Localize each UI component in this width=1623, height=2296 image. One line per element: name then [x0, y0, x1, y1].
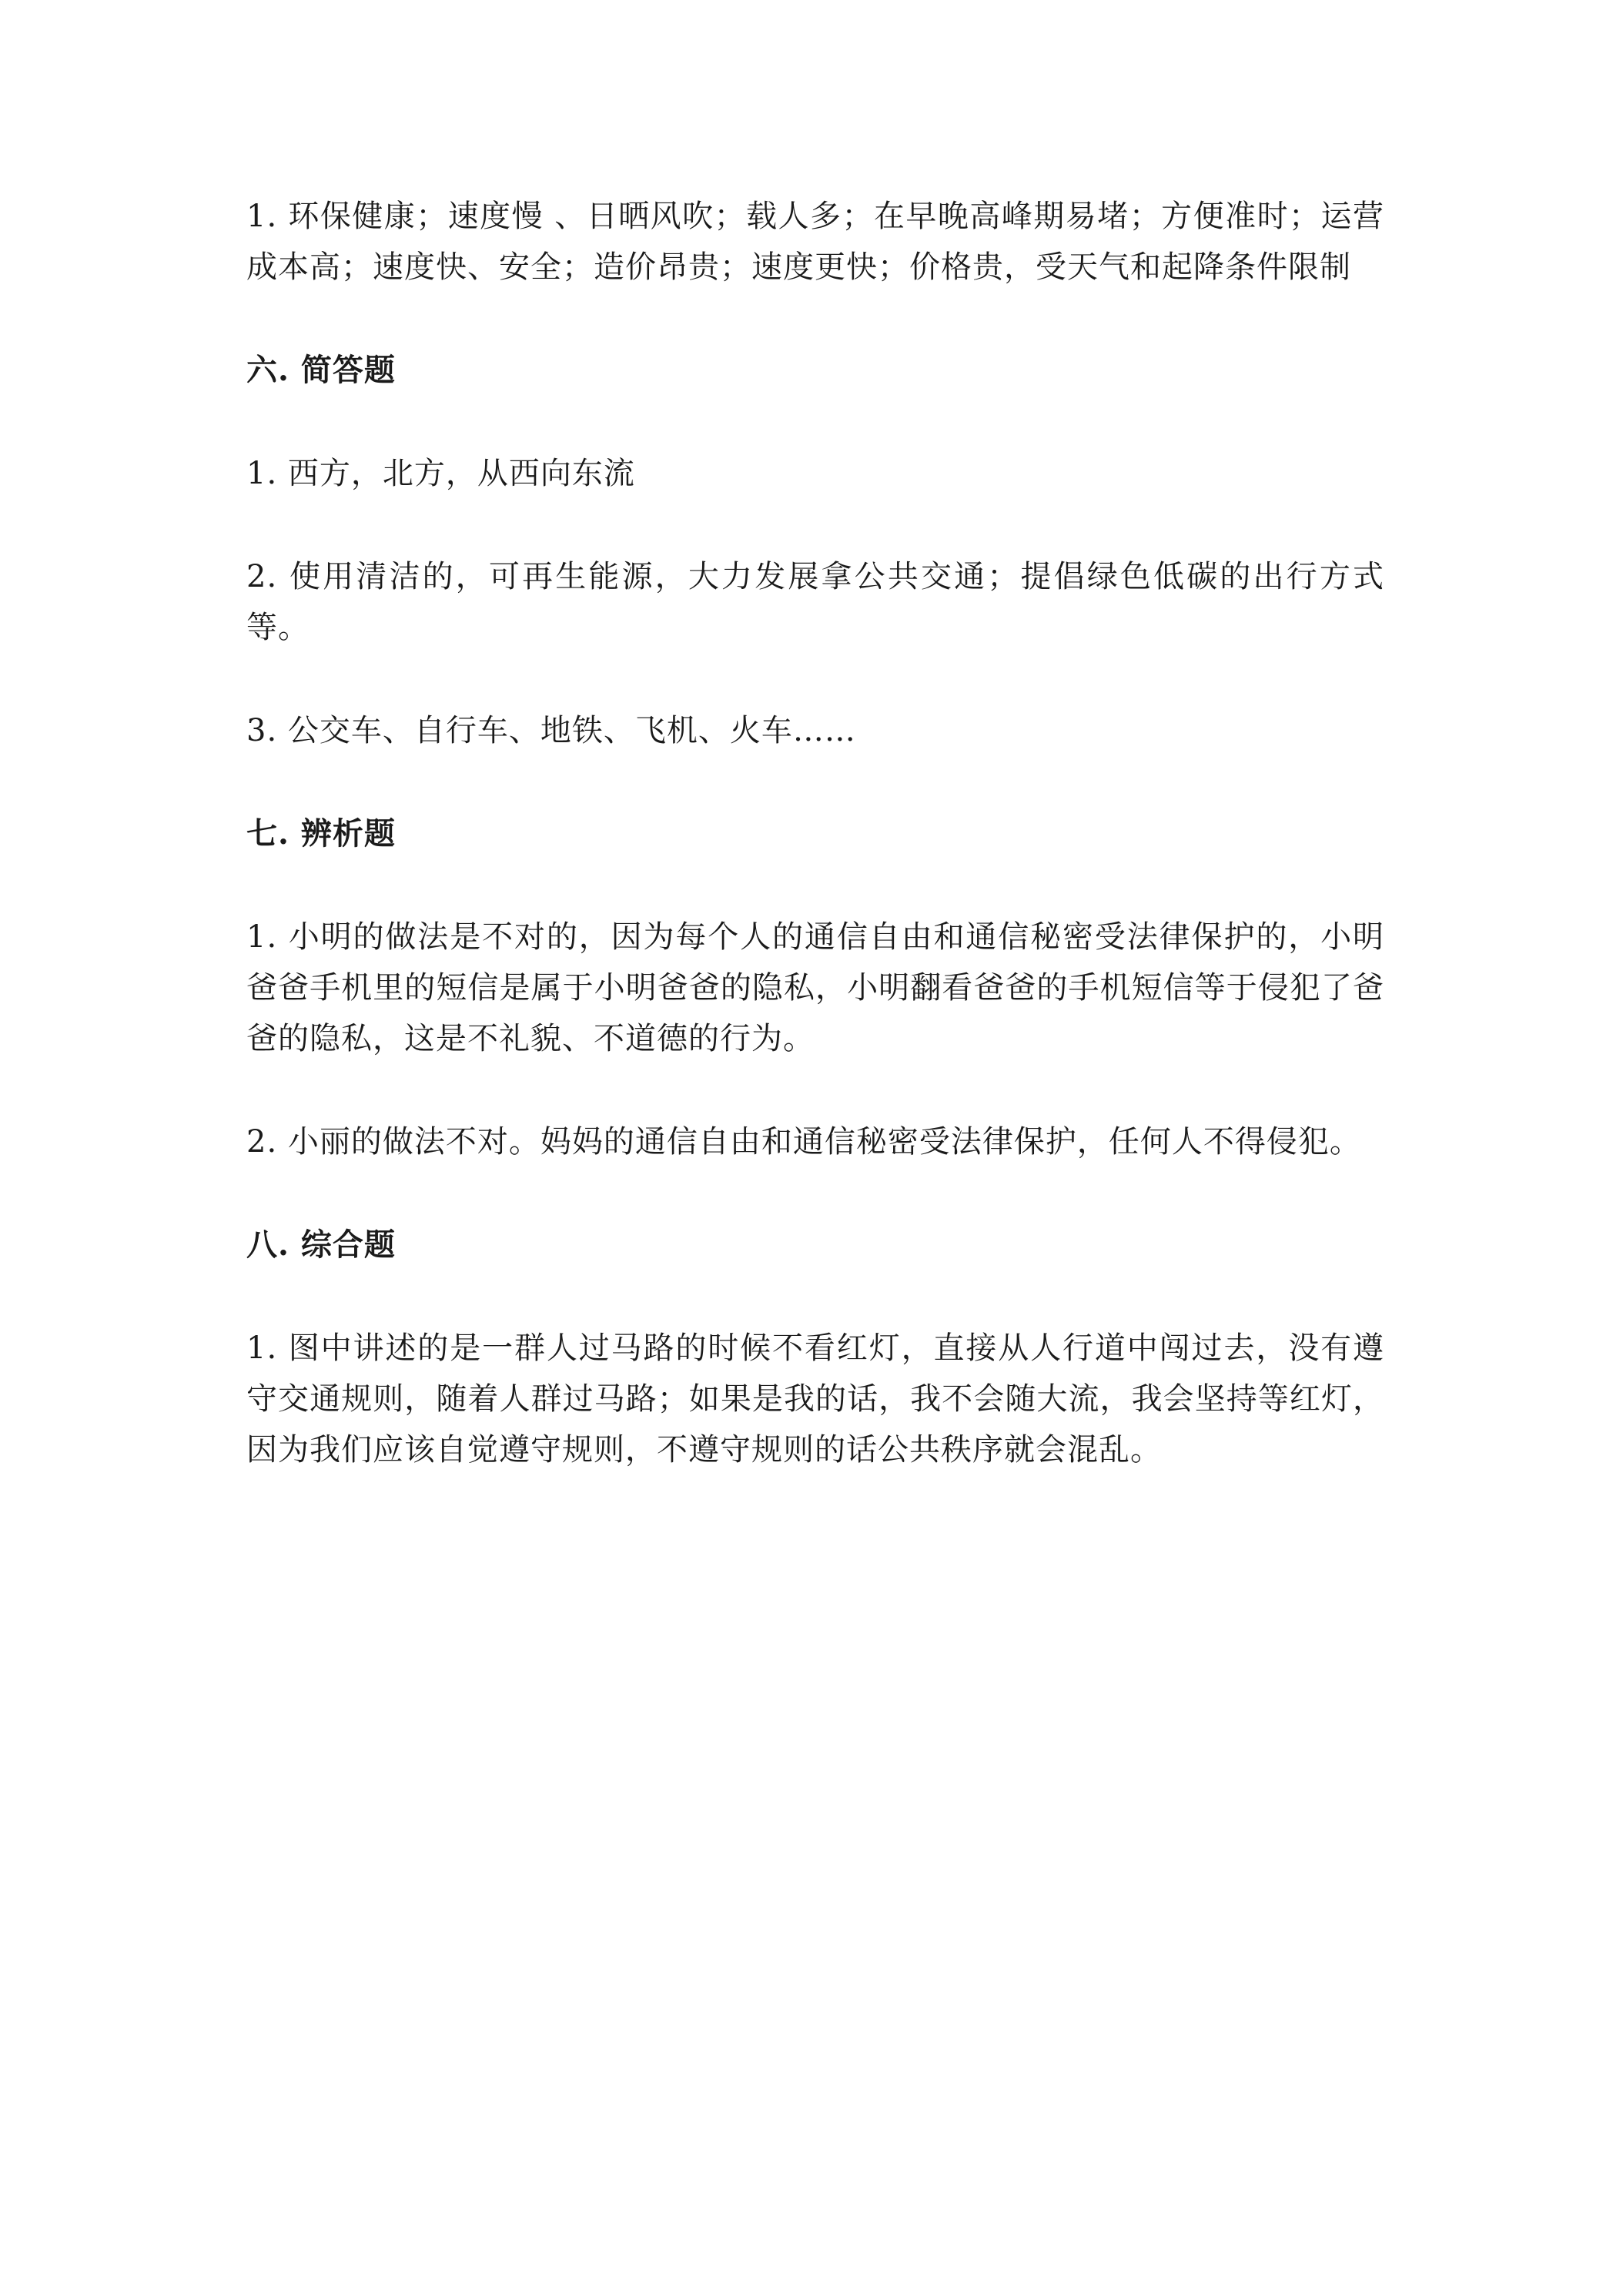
section-heading: 八. 综合题	[246, 1227, 396, 1263]
document-body	[246, 191, 1384, 1528]
answer-paragraph: 1. 环保健康；速度慢 、日晒风吹；载人多；在早晚高峰期易堵；方便准时；运营成本高；速度快、安全；造价昂贵；速度更快；价格贵，受天气和起降条件限制	[246, 199, 1384, 285]
section-heading: 七. 辨析题	[246, 815, 396, 852]
answer-paragraph: 1. 图中讲述的是一群人过马路的时候不看红灯，直接从人行道中闯过去，没有遵守交通规则，随着人群过马路；如果是我的话，我不会随大流，我会坚持等红灯，因为我们应该自觉遵守规则，不遵守规则的话公共秩序就会混乱。	[246, 1330, 1384, 1468]
answer-paragraph: 3. 公交车、自行车、地铁、飞机、火车……	[246, 713, 856, 748]
answer-paragraph: 1. 小明的做法是不对的，因为每个人的通信自由和通信秘密受法律保护的，小明爸爸手机里的短信是属于小明爸爸的隐私，小明翻看爸爸的手机短信等于侵犯了爸爸的隐私，这是不礼貌、不道德的行为。	[246, 919, 1384, 1056]
answer-paragraph: 1. 西方，北方，从西向东流	[246, 456, 635, 491]
answer-paragraph: 2. 使用清洁的，可再生能源，大力发展拿公共交通；提倡绿色低碳的出行方式等。	[246, 559, 1384, 645]
answer-paragraph: 2. 小丽的做法不对。妈妈的通信自由和通信秘密受法律保护，任何人不得侵犯。	[246, 1124, 1361, 1160]
section-heading: 六. 简答题	[246, 352, 396, 388]
